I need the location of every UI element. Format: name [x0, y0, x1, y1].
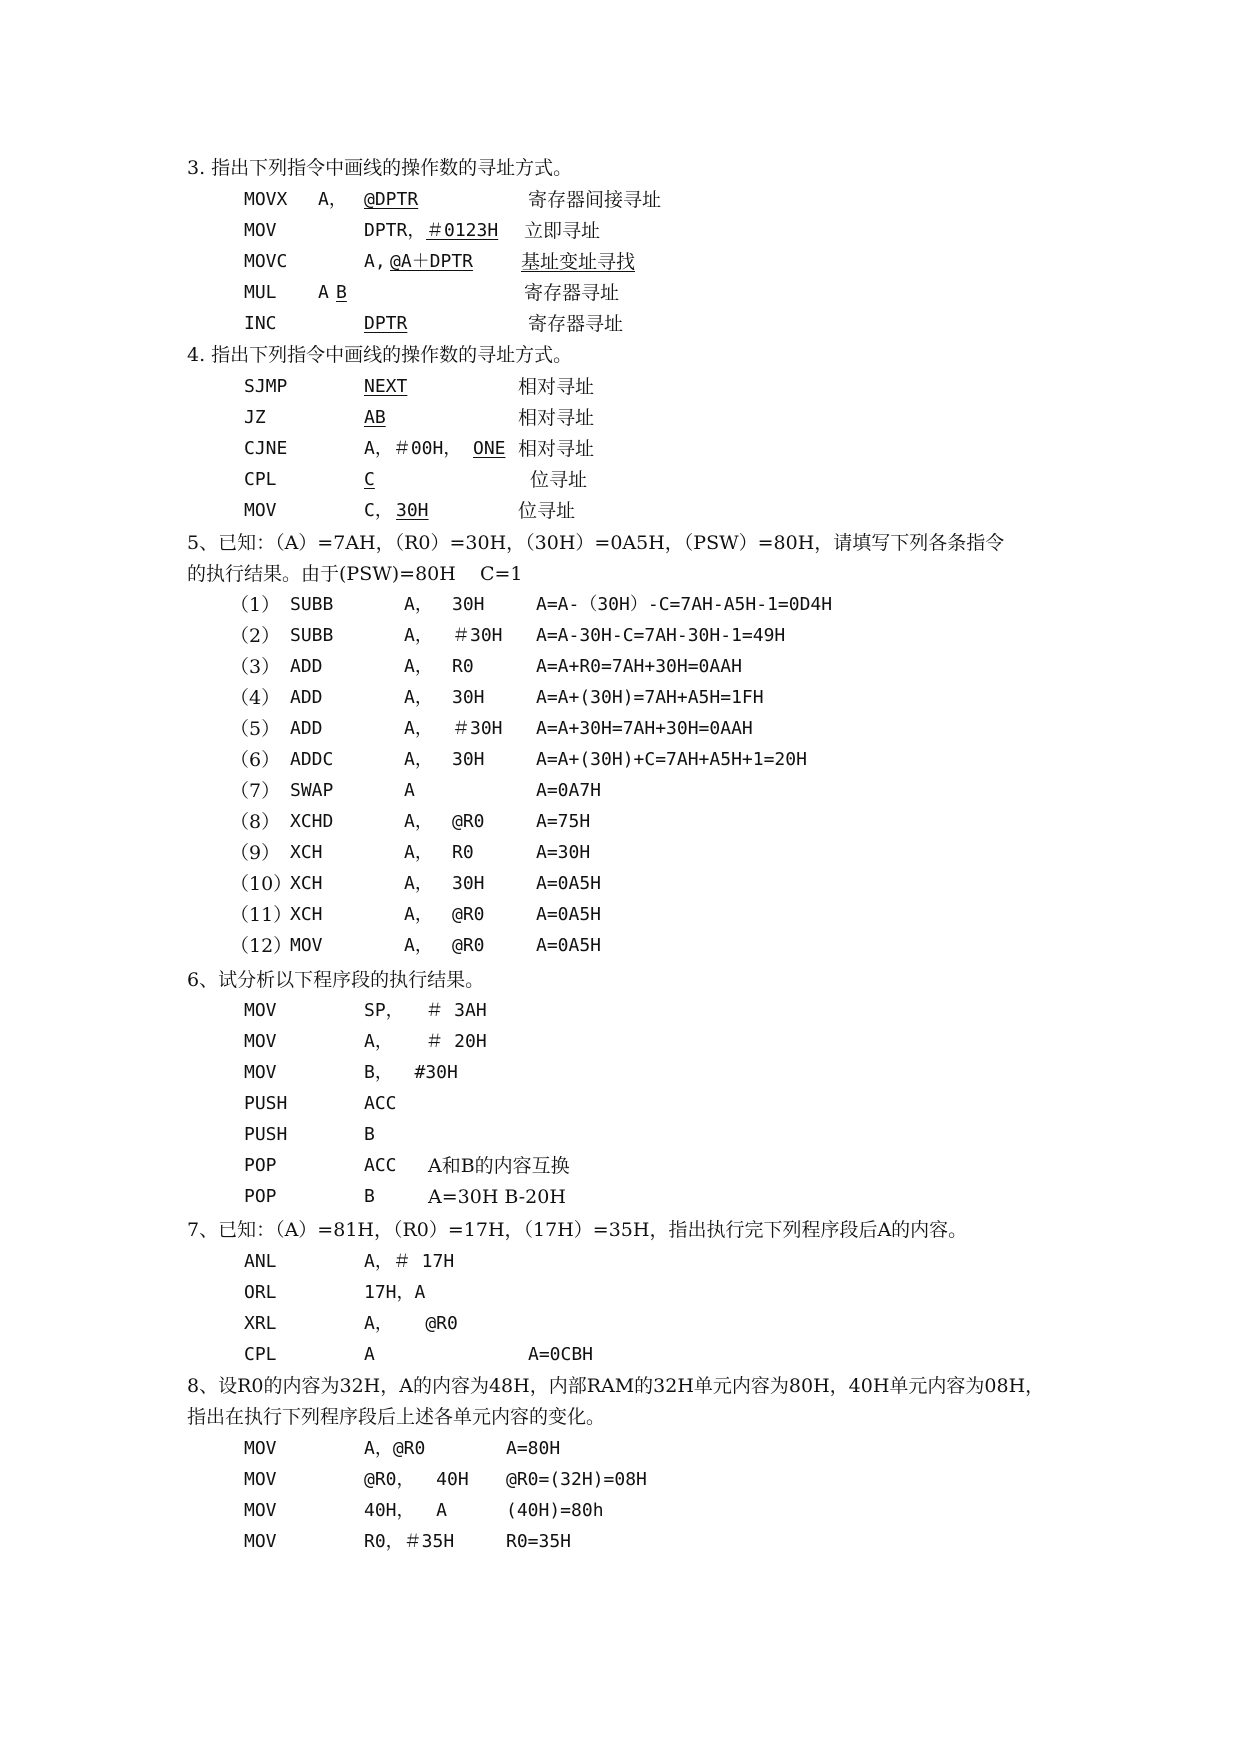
q5-result: A=0A5H — [536, 904, 602, 925]
q5-arg-b: 30H — [452, 749, 485, 770]
q5-arg-a: A， — [404, 935, 433, 956]
q7-op: CPL — [244, 1344, 277, 1365]
q5-arg-b: @R0 — [452, 935, 485, 956]
q5-arg-a: A， — [404, 625, 433, 646]
q3-operand: @A＋DPTR — [390, 251, 474, 272]
q3-arg: A， — [318, 189, 347, 210]
q5-line-2: 的执行结果。由于(PSW)=80H C=1 — [187, 563, 523, 585]
q5-result: A=A+(30H)=7AH+A5H=1FH — [536, 687, 764, 708]
q3-op: MOVX — [244, 189, 288, 210]
q5-item-number: （1） — [230, 594, 281, 616]
q4-operand: NEXT — [364, 376, 408, 397]
q6-op: PUSH — [244, 1124, 288, 1145]
q6-op: POP — [244, 1186, 277, 1207]
q5-arg-a: A， — [404, 656, 433, 677]
q5-arg-a: A — [404, 780, 415, 801]
q5-arg-b: 30H — [452, 687, 485, 708]
q3-operand: ＃0123H — [426, 220, 499, 241]
q3-op: INC — [244, 313, 277, 334]
q5-item-number: （9） — [230, 842, 281, 864]
q3-answer: 寄存器寻址 — [524, 282, 620, 304]
q8-note: R0=35H — [506, 1531, 572, 1552]
q4-answer: 位寻址 — [530, 469, 588, 491]
q5-arg-a: A， — [404, 718, 433, 739]
q5-arg-a: A， — [404, 873, 433, 894]
q7-args: A — [364, 1344, 375, 1365]
q4-arg: C， — [364, 500, 393, 521]
q4-answer: 相对寻址 — [518, 376, 595, 398]
q3-operand: B — [336, 282, 347, 303]
q5-result: A=A+R0=7AH+30H=0AAH — [536, 656, 742, 677]
q6-op: MOV — [244, 1062, 277, 1083]
q5-arg-b: R0 — [452, 842, 474, 863]
q8-args: A，@R0 — [364, 1438, 426, 1459]
q5-item-number: （11） — [230, 904, 293, 926]
q5-arg-a: A， — [404, 594, 433, 615]
q5-item-number: （2） — [230, 625, 281, 647]
q5-item-number: （8） — [230, 811, 281, 833]
q3-arg: A — [318, 282, 329, 303]
q5-op: SWAP — [290, 780, 334, 801]
q6-title: 6、试分析以下程序段的执行结果。 — [187, 969, 485, 991]
q5-arg-a: A， — [404, 842, 433, 863]
q6-op: MOV — [244, 1031, 277, 1052]
q5-item-number: （6） — [230, 749, 281, 771]
q3-op: MUL — [244, 282, 277, 303]
q8-op: MOV — [244, 1500, 277, 1521]
q6-args: ACC — [364, 1155, 397, 1176]
q8-note: (40H)=80h — [506, 1500, 604, 1521]
q6-note: A=30H B-20H — [428, 1186, 566, 1208]
q4-title: 4. 指出下列指令中画线的操作数的寻址方式。 — [187, 344, 573, 366]
q5-item-number: （4） — [230, 687, 281, 709]
q3-answer: 寄存器寻址 — [528, 313, 624, 335]
q8-line-2: 指出在执行下列程序段后上述各单元内容的变化。 — [187, 1406, 606, 1428]
q7-op: ANL — [244, 1251, 277, 1272]
q3-arg: DPTR， — [364, 220, 426, 241]
q7-op: ORL — [244, 1282, 277, 1303]
q4-arg: A，＃00H， — [364, 438, 462, 459]
q5-result: A=30H — [536, 842, 591, 863]
q3-answer: 基址变址寻找 — [521, 251, 636, 273]
q6-args: A， ＃ 20H — [364, 1031, 487, 1052]
q7-args: 17H，A — [364, 1282, 426, 1303]
q5-item-number: （3） — [230, 656, 281, 678]
q4-op: MOV — [244, 500, 277, 521]
q5-op: ADD — [290, 718, 323, 739]
q8-op: MOV — [244, 1531, 277, 1552]
q5-item-number: （12） — [230, 935, 293, 957]
q5-op: ADD — [290, 656, 323, 677]
q6-op: POP — [244, 1155, 277, 1176]
q5-line-1: 5、已知：（A）=7AH，（R0）=30H，（30H）=0A5H，（PSW）=80H，请填写下列各条指令 — [187, 532, 1005, 554]
q6-args: B — [364, 1124, 375, 1145]
q5-result: A=A-30H-C=7AH-30H-1=49H — [536, 625, 786, 646]
q3-title: 3. 指出下列指令中画线的操作数的寻址方式。 — [187, 157, 573, 179]
q8-args: 40H， A — [364, 1500, 448, 1521]
q5-result: A=A+30H=7AH+30H=0AAH — [536, 718, 753, 739]
q5-arg-b: ＃30H — [452, 625, 503, 646]
q5-item-number: （7） — [230, 780, 281, 802]
q4-operand: ONE — [473, 438, 506, 459]
q4-answer: 位寻址 — [518, 500, 576, 522]
q8-op: MOV — [244, 1469, 277, 1490]
q5-result: A=A-（30H）-C=7AH-A5H-1=0D4H — [536, 594, 833, 615]
q5-op: XCH — [290, 842, 323, 863]
q5-op: MOV — [290, 935, 323, 956]
q5-arg-b: 30H — [452, 873, 485, 894]
q4-op: SJMP — [244, 376, 288, 397]
q5-op: SUBB — [290, 625, 334, 646]
q7-title: 7、已知：（A）=81H，（R0）=17H，（17H）=35H，指出执行完下列程序段后A的内容。 — [187, 1219, 968, 1241]
q3-operand: @DPTR — [364, 189, 419, 210]
q6-args: B， #30H — [364, 1062, 458, 1083]
q8-args: @R0， 40H — [364, 1469, 469, 1490]
q3-op: MOVC — [244, 251, 288, 272]
q6-op: PUSH — [244, 1093, 288, 1114]
q5-arg-b: 30H — [452, 594, 485, 615]
q8-op: MOV — [244, 1438, 277, 1459]
q7-args: A， @R0 — [364, 1313, 458, 1334]
q8-line-1: 8、设R0的内容为32H，A的内容为48H，内部RAM的32H单元内容为80H，40H单元内容为08H， — [187, 1375, 1045, 1397]
q7-note: A=0CBH — [528, 1344, 594, 1365]
q6-args: SP， ＃ 3AH — [364, 1000, 487, 1021]
q4-op: JZ — [244, 407, 266, 428]
q7-op: XRL — [244, 1313, 277, 1334]
q6-args: ACC — [364, 1093, 397, 1114]
q8-note: @R0=(32H)=08H — [506, 1469, 647, 1490]
q3-answer: 立即寻址 — [524, 220, 601, 242]
q4-answer: 相对寻址 — [518, 438, 595, 460]
q6-op: MOV — [244, 1000, 277, 1021]
q5-result: A=0A5H — [536, 873, 602, 894]
q8-note: A=80H — [506, 1438, 561, 1459]
q4-answer: 相对寻址 — [518, 407, 595, 429]
q5-item-number: （5） — [230, 718, 281, 740]
q4-operand: 30H — [396, 500, 429, 521]
q5-op: ADDC — [290, 749, 334, 770]
q3-operand: DPTR — [364, 313, 408, 334]
q5-result: A=0A5H — [536, 935, 602, 956]
q5-arg-b: ＃30H — [452, 718, 503, 739]
q5-op: XCH — [290, 873, 323, 894]
q4-op: CJNE — [244, 438, 288, 459]
q4-op: CPL — [244, 469, 277, 490]
q5-result: A=75H — [536, 811, 591, 832]
q5-arg-a: A， — [404, 687, 433, 708]
q7-args: A，＃ 17H — [364, 1251, 455, 1272]
q3-answer: 寄存器间接寻址 — [528, 189, 662, 211]
q5-arg-b: @R0 — [452, 904, 485, 925]
q5-op: XCHD — [290, 811, 334, 832]
q5-arg-a: A， — [404, 749, 433, 770]
q5-item-number: （10） — [230, 873, 293, 895]
q5-result: A=A+(30H)+C=7AH+A5H+1=20H — [536, 749, 807, 770]
q6-args: B — [364, 1186, 375, 1207]
q5-arg-a: A， — [404, 811, 433, 832]
q4-operand: AB — [364, 407, 386, 428]
q5-arg-a: A， — [404, 904, 433, 925]
q5-arg-b: R0 — [452, 656, 474, 677]
q5-op: ADD — [290, 687, 323, 708]
q6-note: A和B的内容互换 — [428, 1155, 570, 1177]
q3-arg: A, — [364, 251, 386, 272]
q5-op: SUBB — [290, 594, 334, 615]
q4-operand: C — [364, 469, 375, 490]
q5-op: XCH — [290, 904, 323, 925]
q8-args: R0，＃35H — [364, 1531, 455, 1552]
q3-op: MOV — [244, 220, 277, 241]
q5-arg-b: @R0 — [452, 811, 485, 832]
q5-result: A=0A7H — [536, 780, 602, 801]
